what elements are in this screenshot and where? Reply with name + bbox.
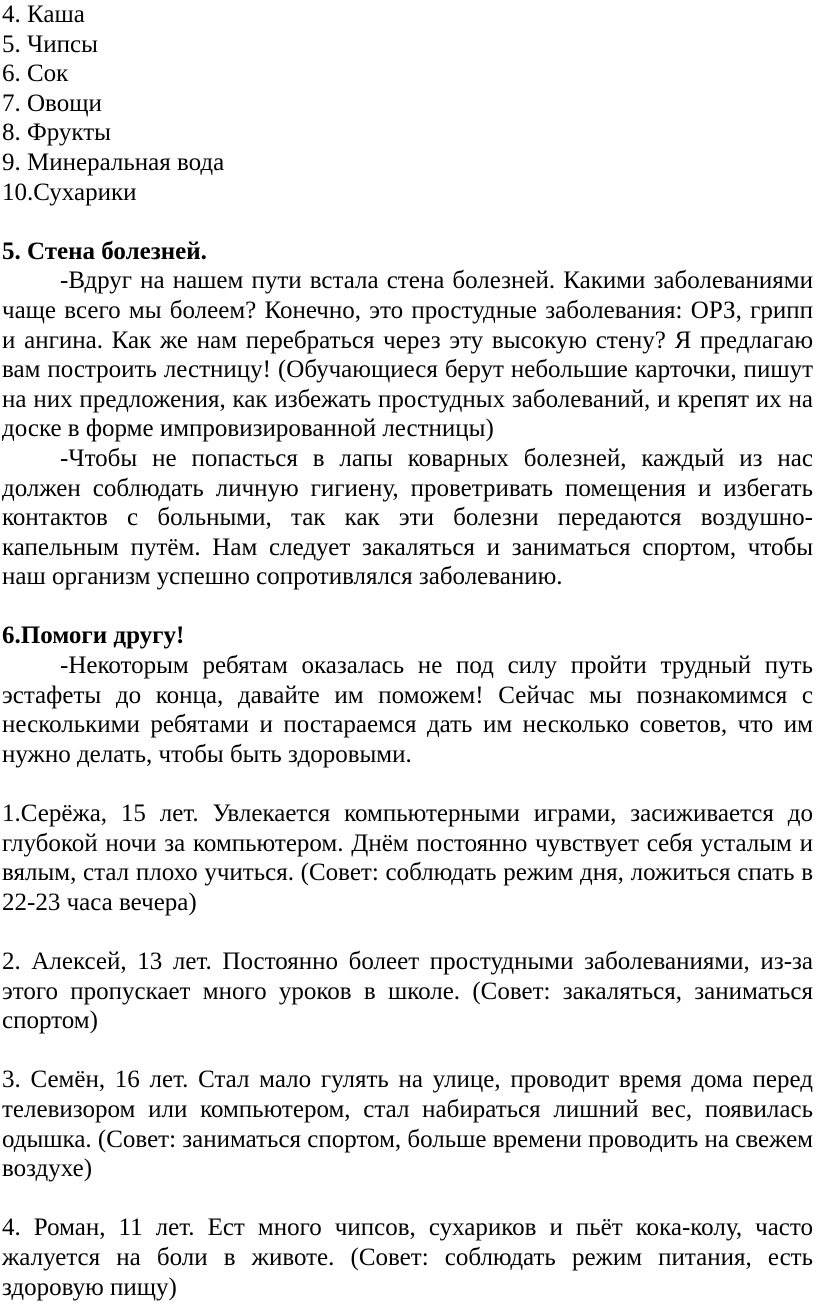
section-5-heading: 5. Стена болезней.	[2, 237, 207, 265]
spacer	[2, 592, 813, 622]
spacer	[2, 1184, 813, 1214]
list-item: 7. Овощи	[2, 89, 102, 117]
list-item: 5. Чипсы	[2, 30, 98, 58]
case-paragraph: 3. Семён, 16 лет. Стал мало гулять на улице, проводит время дома перед телевизором или компьютером, стал набираться лишний вес, появилась одышка. (Совет: заниматься спортом, больше времени проводить на свежем воздухе)	[2, 1066, 813, 1183]
spacer	[2, 769, 813, 799]
case-paragraph: 2. Алексей, 13 лет. Постоянно болеет простудными заболеваниями, из-за этого пропускает много уроков в школе. (Совет: закаляться, заниматься спортом)	[2, 948, 813, 1035]
section-6-intro: -Некоторым ребятам оказалась не под силу пройти трудный путь эстафеты до конца, давайте им поможем! Сейчас мы познакомимся с несколькими ребятами и постараемся дать им несколько советов, что им нужно делать, чтобы быть здоровыми.	[2, 652, 813, 768]
list-item: 6. Сок	[2, 60, 69, 88]
section-6-heading: 6.Помоги другу!	[2, 622, 185, 650]
list-item: 4. Каша	[2, 1, 85, 28]
case-paragraph: 1.Серёжа, 15 лет. Увлекается компьютерными играми, засиживается до глубокой ночи за компьютером. Днём постоянно чувствует себя усталым и вялым, стал плохо учиться. (Совет: соблюдать режим дня, ложиться спать в 22-23 часа вечера)	[2, 800, 813, 916]
spacer	[2, 207, 813, 237]
list-item: 10.Сухарики	[2, 178, 137, 206]
spacer	[2, 1036, 813, 1066]
food-list	[2, 0, 813, 207]
list-item: 8. Фрукты	[2, 119, 111, 147]
section-5-paragraph-2: -Чтобы не попасться в лапы коварных болезней, каждый из нас должен соблюдать личную гигиену, проветривать помещения и избегать контактов с больными, так как эти болезни передаются воздушно-капельным путём. Нам следует закаляться и заниматься спортом, чтобы наш организм успешно сопротивлялся заболеванию.	[2, 444, 813, 591]
spacer	[2, 917, 813, 947]
section-5-paragraph-1: -Вдруг на нашем пути встала стена болезней. Какими заболеваниями чаще всего мы болеем? Конечно, это простудные заболевания: ОРЗ, грипп и ангина. Как же нам перебраться через эту высокую стену? Я предлагаю вам построить лестницу! (Обучающиеся берут небольшие карточки, пишут на них предложения, как избежать простудных заболеваний, и крепят их на доске в форме импровизированной лестницы)	[2, 267, 813, 443]
list-item: 9. Минеральная вода	[2, 148, 225, 176]
case-paragraph: 4. Роман, 11 лет. Ест много чипсов, сухариков и пьёт кока-колу, часто жалуется на боли в животе. (Совет: соблюдать режим питания, есть здоровую пищу)	[2, 1214, 813, 1301]
